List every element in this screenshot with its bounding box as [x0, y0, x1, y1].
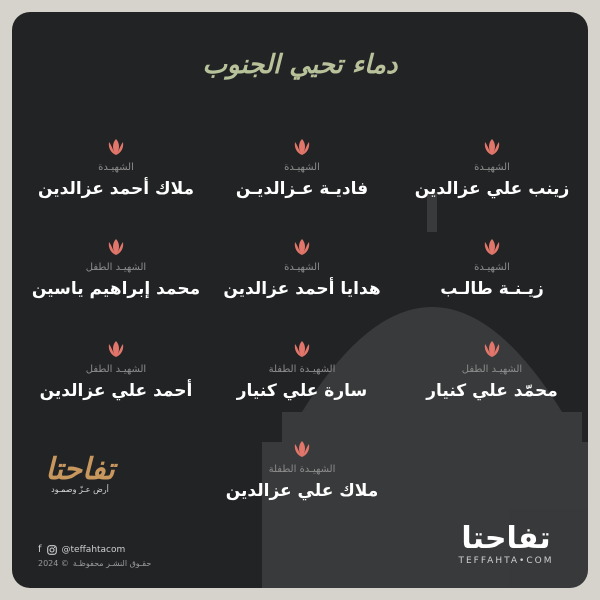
- tulip-icon: [482, 238, 502, 256]
- martyr-cell: [26, 340, 206, 401]
- martyr-cell: [26, 238, 206, 299]
- martyr-cell: [212, 238, 392, 299]
- martyr-name: ملاك علي عزالدين: [225, 481, 379, 501]
- copyright-rights: حقـوق النشـر محفوظـة: [72, 559, 152, 568]
- martyr-name: فاديـة عـزالديـن: [235, 179, 369, 199]
- brand-url[interactable]: TEFFAHTA•COM: [458, 556, 554, 566]
- brand-logo-text: تفاحتا: [45, 452, 115, 487]
- copyright: [38, 559, 151, 568]
- tulip-icon: [482, 138, 502, 156]
- brand-logo-text: تفاحتا: [461, 521, 551, 556]
- martyr-name: زينب علي عزالدين: [414, 179, 570, 199]
- martyr-label: الشهيـدة الطفلة: [268, 364, 336, 375]
- martyr-label: الشهيـد الطفل: [85, 262, 147, 273]
- martyr-cell: [212, 340, 392, 401]
- copyright-year: 2024 ©: [38, 559, 69, 568]
- martyr-label: الشهيـدة: [98, 162, 134, 173]
- tulip-icon: [106, 340, 126, 358]
- martyr-cell: [402, 138, 582, 199]
- martyr-label: الشهيـدة: [474, 162, 510, 173]
- martyr-name: سارة علي كنيار: [236, 381, 368, 401]
- martyr-label: الشهيـدة: [284, 162, 320, 173]
- martyr-cell: [212, 138, 392, 199]
- martyr-cell: [26, 138, 206, 199]
- brand-logo-right: [446, 521, 566, 566]
- tulip-icon: [292, 340, 312, 358]
- facebook-icon[interactable]: f: [38, 544, 42, 555]
- social-handles: [38, 544, 125, 555]
- martyr-label: الشهيـدة الطفلة: [268, 464, 336, 475]
- tulip-icon: [292, 440, 312, 458]
- martyr-label: الشهيـد الطفل: [85, 364, 147, 375]
- martyr-cell: [212, 440, 392, 501]
- martyr-name: هدايا أحمد عزالدين: [223, 279, 381, 299]
- poster-card: [12, 12, 588, 588]
- tulip-icon: [482, 340, 502, 358]
- martyr-label: الشهيـدة: [284, 262, 320, 273]
- tulip-icon: [292, 138, 312, 156]
- brand-logo-left: [30, 452, 130, 494]
- martyr-name: زيـنـة طالـب: [440, 279, 544, 299]
- martyr-cell: [402, 238, 582, 299]
- martyr-name: محمّد علي كنيار: [426, 381, 558, 401]
- martyr-name: محمد إبراهيم ياسين: [31, 279, 201, 299]
- martyr-name: أحمد علي عزالدين: [39, 381, 193, 401]
- tulip-icon: [106, 238, 126, 256]
- poster-title: دماء تحيي الجنوب: [202, 50, 398, 80]
- martyr-name: ملاك أحمد عزالدين: [37, 179, 195, 199]
- martyr-cell: [402, 340, 582, 401]
- instagram-icon[interactable]: [47, 545, 57, 555]
- tulip-icon: [106, 138, 126, 156]
- brand-tagline: أرض عـزّ وصمـود: [51, 485, 109, 494]
- martyr-label: الشهيـد الطفل: [461, 364, 523, 375]
- martyr-label: الشهيـدة: [474, 262, 510, 273]
- tulip-icon: [292, 238, 312, 256]
- social-handle-text[interactable]: @teffahtacom: [61, 544, 126, 555]
